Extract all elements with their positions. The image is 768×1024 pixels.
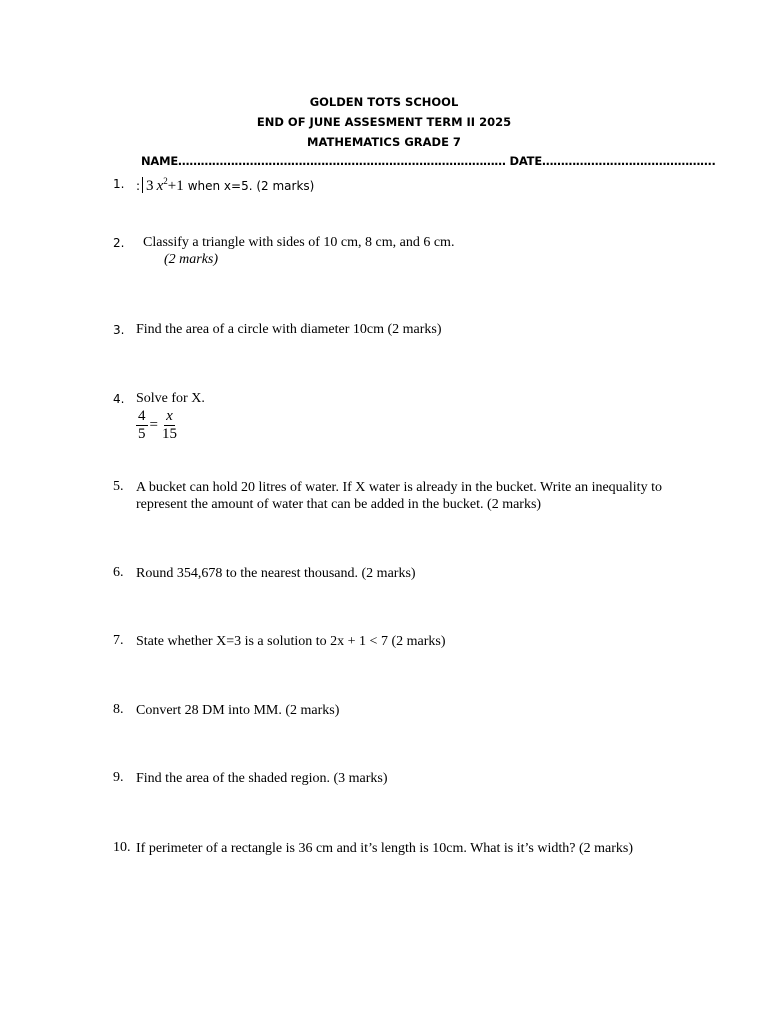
question-10-number: 10.	[113, 840, 131, 855]
expr-constant: +1	[167, 178, 184, 194]
question-4-text: Solve for X.	[136, 391, 205, 406]
question-1-colon: :	[136, 179, 141, 193]
question-8-text: Convert 28 DM into MM. (2 marks)	[136, 703, 340, 718]
left-numerator: 4	[138, 408, 146, 424]
expr-exponent: 2	[163, 176, 168, 186]
question-5-text: A bucket can hold 20 litres of water. If X water is already in the bucket. Write an inequality to represent the amount of water that can be added in the bucket. (2 marks)	[136, 480, 662, 512]
question-9-text: Find the area of the shaded region. (3 marks)	[136, 771, 388, 786]
subject-title: MATHEMATICS GRADE 7	[307, 135, 461, 149]
question-3-number: 3.	[113, 323, 125, 337]
question-3-text: Find the area of a circle with diameter 10cm (2 marks)	[136, 322, 442, 337]
name-date-line: NAME…………………………………………………………………………… DATE……………………………………….	[141, 154, 716, 168]
question-4-equation	[136, 408, 179, 443]
equals-sign: =	[149, 417, 158, 433]
question-9-number: 9.	[113, 770, 124, 785]
question-7-text: State whether X=3 is a solution to 2x + 1 < 7 (2 marks)	[136, 634, 446, 649]
question-5-number: 5.	[113, 479, 124, 494]
left-denominator: 5	[138, 426, 146, 442]
right-numerator: x	[166, 408, 173, 424]
question-6-number: 6.	[113, 565, 124, 580]
question-2-text: Classify a triangle with sides of 10 cm, 8 cm, and 6 cm.	[143, 235, 455, 250]
question-7-number: 7.	[113, 633, 124, 648]
right-fraction	[160, 408, 179, 443]
question-1	[136, 174, 314, 195]
expr-coefficient: 3	[146, 178, 154, 194]
exam-title: END OF JUNE ASSESMENT TERM II 2025	[256, 115, 512, 129]
school-name: GOLDEN TOTS SCHOOL	[309, 95, 459, 109]
question-1-text: when x=5. (2 marks)	[187, 179, 315, 193]
question-10-text: If perimeter of a rectangle is 36 cm and it’s length is 10cm. What is it’s width? (2 marks)	[136, 841, 633, 856]
question-2-number: 2.	[113, 236, 125, 250]
absolute-bar	[142, 177, 143, 193]
question-1-expression	[146, 176, 184, 195]
question-8-number: 8.	[113, 702, 124, 717]
left-fraction	[136, 408, 148, 443]
question-6-text: Round 354,678 to the nearest thousand. (2 marks)	[136, 566, 416, 581]
question-2-marks: (2 marks)	[164, 252, 219, 267]
expr-variable: x	[156, 178, 164, 194]
question-4-number: 4.	[113, 392, 125, 406]
question-1-number: 1.	[113, 177, 125, 191]
right-denominator: 15	[161, 426, 177, 442]
